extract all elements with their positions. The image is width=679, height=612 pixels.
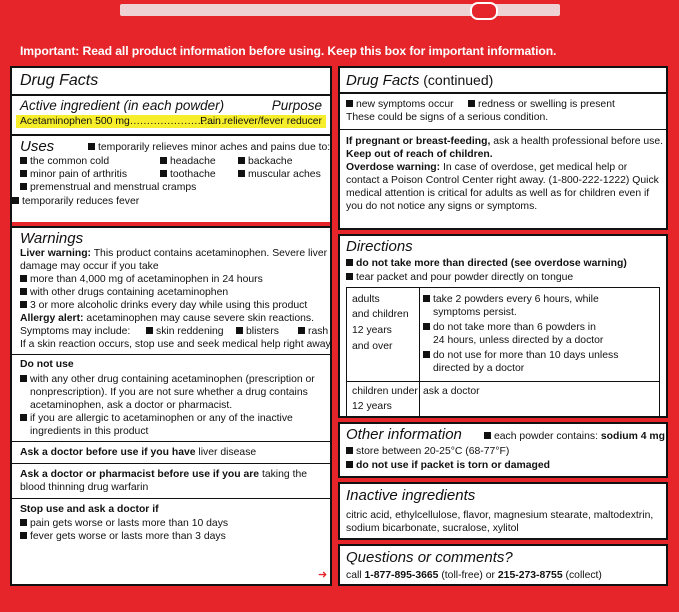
bullet-icon bbox=[423, 323, 430, 330]
use-item: headache bbox=[160, 155, 216, 168]
bullet-icon bbox=[20, 275, 27, 282]
children-label: children under bbox=[352, 386, 418, 397]
adult-direction: take 2 powders every 6 hours, while bbox=[423, 293, 599, 306]
bullet-icon bbox=[12, 197, 19, 204]
use-item: muscular aches bbox=[238, 168, 321, 181]
skin-reaction: If a skin reaction occurs, stop use and seek medical help right away. bbox=[20, 339, 333, 350]
use-item: toothache bbox=[160, 168, 216, 181]
adults-label: 12 years bbox=[352, 325, 392, 336]
continued-title: Drug Facts (continued) bbox=[346, 72, 494, 89]
questions-box bbox=[338, 544, 668, 586]
liver-item: with other drugs containing acetaminophen bbox=[20, 286, 228, 299]
other-info-title: Other information bbox=[346, 426, 462, 443]
drug-facts-continued bbox=[338, 66, 668, 230]
bullet-icon bbox=[20, 183, 27, 190]
important-notice: Important: Read all product information before using. Keep this box for important information. bbox=[20, 44, 557, 58]
bullet-icon bbox=[146, 327, 153, 334]
overdose-cont: medical attention is critical for adults as well as for children even if bbox=[346, 188, 650, 199]
brand-seal-icon bbox=[470, 2, 498, 20]
cont-item: redness or swelling is present bbox=[468, 98, 615, 111]
bullet-icon bbox=[298, 327, 305, 334]
bullet-icon bbox=[484, 432, 491, 439]
use-fever: temporarily reduces fever bbox=[12, 195, 139, 208]
adult-direction: do not use for more than 10 days unless bbox=[423, 349, 618, 362]
bullet-icon bbox=[346, 259, 353, 266]
bullet-icon bbox=[20, 157, 27, 164]
bullet-icon bbox=[20, 288, 27, 295]
bullet-icon bbox=[346, 273, 353, 280]
active-ingredient: Acetaminophen 500 mg bbox=[20, 116, 130, 127]
children-label: 12 years bbox=[352, 401, 392, 412]
adult-direction-cont: symptoms persist. bbox=[433, 307, 517, 318]
directions-box bbox=[338, 234, 668, 418]
drug-facts-left bbox=[10, 66, 332, 586]
directions-bold-item: do not take more than directed (see overdose warning) bbox=[346, 257, 627, 270]
liver-warning-cont: damage may occur if you take bbox=[20, 261, 159, 272]
do-not-use-item: if you are allergic to acetaminophen or any of the inactive bbox=[20, 412, 293, 425]
sodium-info: each powder contains: sodium 4 mg bbox=[484, 430, 665, 443]
use-item: the common cold bbox=[20, 155, 109, 168]
stop-use-title: Stop use and ask a doctor if bbox=[20, 504, 159, 515]
symptoms-label: Symptoms may include: bbox=[20, 326, 131, 337]
liver-item: more than 4,000 mg of acetaminophen in 24 hours bbox=[20, 273, 263, 286]
stop-use-item: pain gets worse or lasts more than 10 days bbox=[20, 517, 228, 530]
uses-title: Uses bbox=[20, 138, 55, 155]
ask-pharmacist: Ask a doctor or pharmacist before use if you are taking the bbox=[20, 469, 308, 480]
ask-doctor: Ask a doctor before use if you have liver disease bbox=[20, 447, 257, 458]
packet-warning: do not use if packet is torn or damaged bbox=[346, 459, 550, 472]
uses-intro: temporarily relieves minor aches and pains due to: bbox=[88, 141, 330, 154]
bullet-icon bbox=[20, 301, 27, 308]
overdose-warning: Overdose warning: In case of overdose, get medical help or bbox=[346, 162, 628, 173]
allergy-alert: Allergy alert: acetaminophen may cause severe skin reactions. bbox=[20, 313, 314, 324]
inactive-title: Inactive ingredients bbox=[346, 487, 476, 504]
serious-condition: These could be signs of a serious condition. bbox=[346, 112, 549, 123]
symptom-item: blisters bbox=[236, 325, 279, 338]
do-not-use-item: with any other drug containing acetaminophen (prescription or bbox=[20, 373, 315, 386]
adult-direction-cont: 24 hours, unless directed by a doctor bbox=[433, 335, 604, 346]
do-not-use-item-cont: acetaminophen, ask a doctor or pharmacist. bbox=[30, 400, 233, 411]
stop-use-item: fever gets worse or lasts more than 3 days bbox=[20, 530, 226, 543]
overdose-cont: you do not notice any signs or symptoms. bbox=[346, 201, 538, 212]
symptom-item: skin reddening bbox=[146, 325, 224, 338]
use-item: premenstrual and menstrual cramps bbox=[20, 181, 196, 194]
bullet-icon bbox=[346, 447, 353, 454]
adult-direction: do not take more than 6 powders in bbox=[423, 321, 596, 334]
active-ingredient-heading: Active ingredient (in each powder) bbox=[20, 98, 225, 113]
symptom-item: rash bbox=[298, 325, 328, 338]
bullet-icon bbox=[20, 170, 27, 177]
questions-contact: call 1-877-895-3665 (toll-free) or 215-273-8755 (collect) bbox=[346, 570, 602, 581]
adults-label: adults bbox=[352, 294, 380, 305]
bullet-icon bbox=[346, 461, 353, 468]
dosage-table bbox=[346, 287, 660, 417]
uses-section bbox=[12, 134, 330, 224]
tear-packet: tear packet and pour powder directly on tongue bbox=[346, 271, 573, 284]
adult-direction-cont: directed by a doctor bbox=[433, 363, 525, 374]
inactive-line: citric acid, ethylcellulose, flavor, magnesium stearate, maltodextrin, bbox=[346, 510, 654, 521]
liver-warning: Liver warning: This product contains acetaminophen. Severe liver bbox=[20, 248, 328, 259]
bullet-icon bbox=[468, 100, 475, 107]
purpose-heading: Purpose bbox=[271, 98, 322, 113]
bullet-icon bbox=[88, 143, 95, 150]
bullet-icon bbox=[20, 519, 27, 526]
bullet-icon bbox=[238, 170, 245, 177]
bullet-icon bbox=[423, 351, 430, 358]
drug-facts-panel bbox=[8, 64, 670, 606]
adults-label: and children bbox=[352, 309, 409, 320]
bullet-icon bbox=[236, 327, 243, 334]
inactive-box bbox=[338, 482, 668, 540]
bullet-icon bbox=[238, 157, 245, 164]
use-item: backache bbox=[238, 155, 292, 168]
bullet-icon bbox=[346, 100, 353, 107]
do-not-use-item-cont: nonprescription). If you are not sure whether a drug contains bbox=[30, 387, 308, 398]
directions-title: Directions bbox=[346, 238, 413, 255]
liver-item: 3 or more alcoholic drinks every day while using this product bbox=[20, 299, 307, 312]
warnings-title: Warnings bbox=[20, 230, 84, 247]
overdose-cont: contact a Poison Control Center right away. (1-800-222-1222) Quick bbox=[346, 175, 659, 186]
bullet-icon bbox=[20, 532, 27, 539]
pregnant-warning: If pregnant or breast-feeding, ask a health professional before use. bbox=[346, 136, 664, 147]
ask-pharmacist-cont: blood thinning drug warfarin bbox=[20, 482, 149, 493]
do-not-use-item-cont: ingredients in this product bbox=[30, 426, 149, 437]
drug-facts-title: Drug Facts bbox=[20, 72, 99, 89]
arrow-right-icon: ➜ bbox=[318, 569, 328, 581]
other-info-box bbox=[338, 422, 668, 478]
cont-item: new symptoms occur bbox=[346, 98, 454, 111]
purpose-text: Pain reliever/fever reducer bbox=[200, 116, 322, 127]
do-not-use-title: Do not use bbox=[20, 359, 74, 370]
leader-dots: ............................ bbox=[130, 116, 225, 127]
keep-out-of-reach: Keep out of reach of children. bbox=[346, 149, 493, 160]
inactive-line: sodium bicarbonate, sucralose, xylitol bbox=[346, 523, 519, 534]
bullet-icon bbox=[160, 170, 167, 177]
use-item: minor pain of arthritis bbox=[20, 168, 127, 181]
children-direction: ask a doctor bbox=[423, 386, 480, 397]
questions-title: Questions or comments? bbox=[346, 549, 513, 566]
bullet-icon bbox=[423, 295, 430, 302]
warnings-section bbox=[12, 222, 333, 542]
bullet-icon bbox=[160, 157, 167, 164]
adults-label: and over bbox=[352, 341, 393, 352]
box-top-edge bbox=[0, 0, 679, 38]
storage-info: store between 20-25°C (68-77°F) bbox=[346, 445, 509, 458]
bullet-icon bbox=[20, 414, 27, 421]
bullet-icon bbox=[20, 375, 27, 382]
